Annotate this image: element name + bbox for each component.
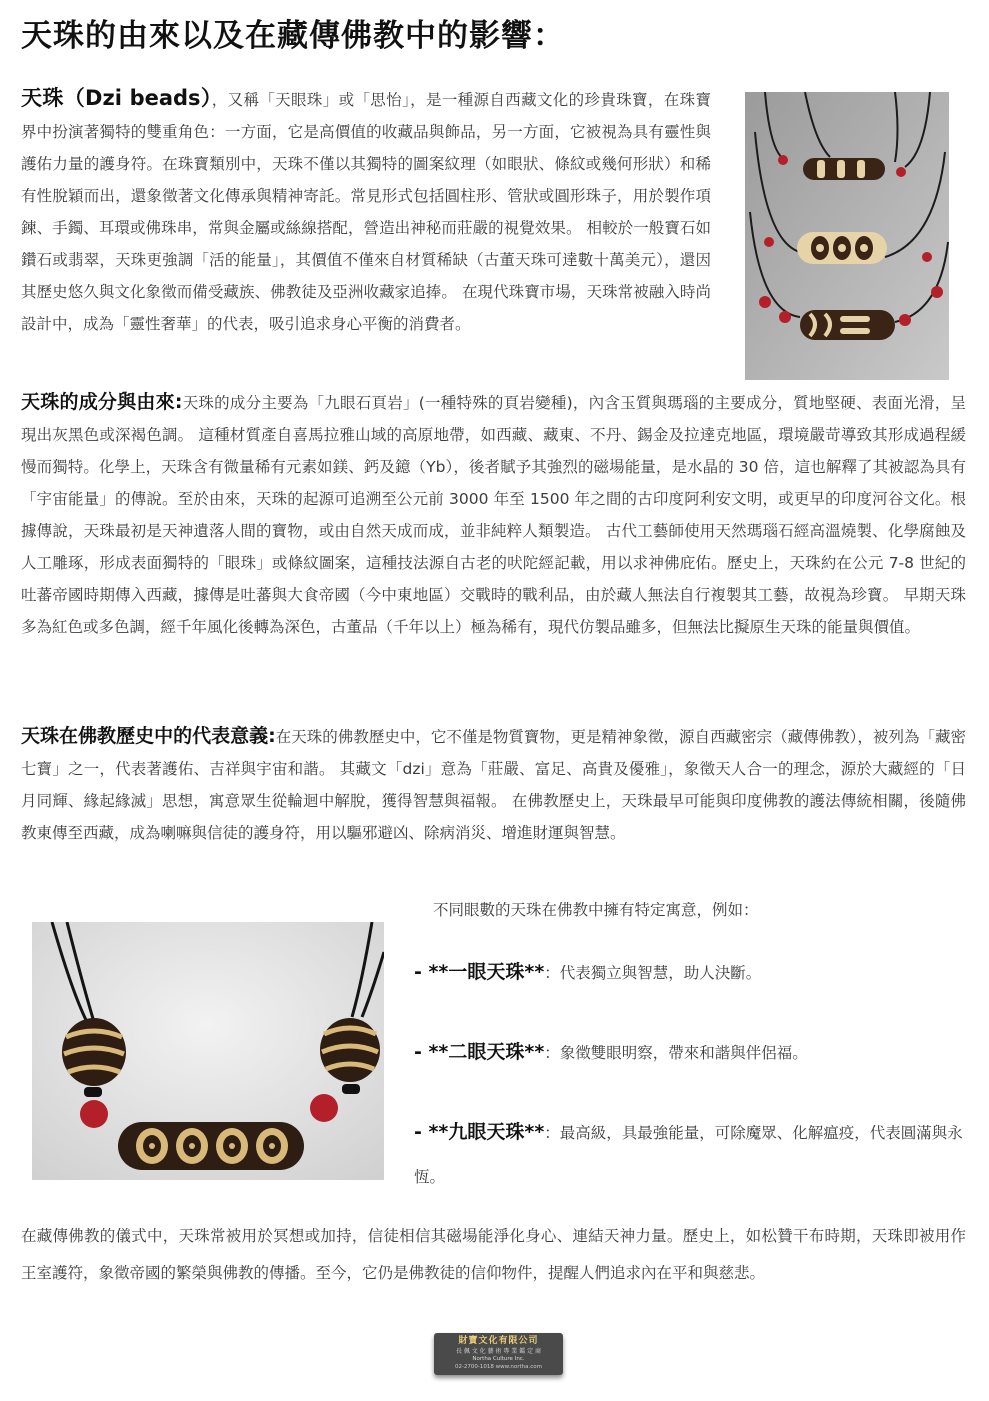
section-text: 天珠的成分主要為「九眼石頁岩」(一種特殊的頁岩變種)，內含玉質與瑪瑙的主要成分，質地堅硬、表面光滑，呈現出灰黑色或深褐色調。 這種材質產自喜馬拉雅山域的高原地帶，如西藏、藏東、不丹、錫金及拉達克地區，環境嚴苛導致其形成過程緩慢而獨特。化學上，天珠含有微量稀有元素如鎂、鈣及鐿（Yb），後者賦予其強烈的磁場能量，是水晶的 30 倍，這也解釋了其被認為具有「宇宙能量」的傳說。至於由來，天珠的起源可追溯至公元前 3000 年至 1500 年之間的古印度阿利安文明，或更早的印度河谷文化。根據傳說，天珠最初是天神遺落人間的寶物，或由自然天成而成，並非純粹人類製造。 古代工藝師使用天然瑪瑙石經高溫燒製、化學腐蝕及人工雕琢，形成表面獨特的「眼珠」或條紋圖案，這種技法源自古老的吠陀經記載，用以求神佛庇佑。歷史上，天珠約在公元 7-8 世紀的吐蕃帝國時期傳入西藏，據傳是吐蕃與大食帝國（今中東地區）交戰時的戰利品，由於藏人無法自行複製其工藝，故視為珍寶。 早期天珠多為紅色或多色調，經千年風化後轉為深色，古董品（千年以上）極為稀有，現代仿製品雖多，但無法比擬原生天珠的能量與價值。: [21, 394, 966, 636]
bullet-name: 一眼天珠: [448, 961, 525, 983]
logo-english-name: Northa Culture Inc.: [472, 1356, 525, 1362]
bullet-desc: ：最高級，具最強能量，可除魔眾、化解瘟疫，代表圓滿與永恆。: [414, 1124, 963, 1186]
company-logo: [434, 1333, 563, 1375]
eye-meaning-intro: 不同眼數的天珠在佛教中擁有特定寓意，例如：: [433, 901, 759, 919]
logo-contact: 02-2700-1018 www.northa.com: [454, 1364, 543, 1370]
section-heading: 天珠在佛教歷史中的代表意義:: [21, 725, 276, 747]
bullet-name: 九眼天珠: [448, 1121, 525, 1143]
logo-company-name: 財寶文化有限公司: [458, 1336, 539, 1346]
bullet-two-eye: - **二眼天珠**：象徵雙眼明察，帶來和諧與伴侶福。: [414, 1041, 808, 1063]
section-heading: 天珠（Dzi beads）: [21, 86, 212, 110]
page-title: 天珠的由來以及在藏傳佛教中的影響：: [21, 18, 565, 54]
section-text: 在天珠的佛教歷史中，它不僅是物質寶物，更是精神象徵，源自西藏密宗（藏傳佛教），被列為「藏密七寶」之一，代表著護佑、吉祥與宇宙和諧。 其藏文「dzi」意為「莊嚴、富足、高貴及優雅」，象徵天人合一的理念，源於大藏經的「日月同輝、緣起緣滅」思想，寓意眾生從輪迴中解脫，獲得智慧與福報。 在佛教歷史上，天珠最早可能與印度佛教的護法傳統相關，後隨佛教東傳至西藏，成為喇嘛與信徒的護身符，用以驅邪避凶、除病消災、增進財運與智慧。: [21, 728, 966, 842]
section-composition: [21, 386, 966, 643]
bullet-one-eye: - **一眼天珠**：代表獨立與智慧，助人決斷。: [414, 961, 762, 983]
dzi-necklaces-photo: [745, 92, 949, 380]
bullet-desc: ：象徵雙眼明察，帶來和諧與伴侶福。: [544, 1044, 808, 1062]
bullet-name: 二眼天珠: [448, 1041, 525, 1063]
bullet-desc: ：代表獨立與智慧，助人決斷。: [544, 964, 762, 982]
logo-tagline: 長 佩 文 化 藝 術 專 業 鑑 定 商: [455, 1348, 542, 1355]
section-text: ，又稱「天眼珠」或「思怡」，是一種源自西藏文化的珍貴珠寶，在珠寶界中扮演著獨特的雙重角色：一方面，它是高價值的收藏品與飾品，另一方面，它被視為具有靈性與護佑力量的護身符。在珠寶類別中，天珠不僅以其獨特的圖案紋理（如眼狀、條紋或幾何形狀）和稀有性脫穎而出，還象徵著文化傳承與精神寄託。常見形式包括圓柱形、管狀或圓形珠子，用於製作項鍊、手鐲、耳環或佛珠串，常與金屬或絲線搭配，營造出神秘而莊嚴的視覺效果。 相較於一般寶石如鑽石或翡翠，天珠更強調「活的能量」，其價值不僅來自材質稀缺（古董天珠可達數十萬美元），還因其歷史悠久與文化象徵而備受藏族、佛教徒及亞洲收藏家追捧。 在現代珠寶市場，天珠常被融入時尚設計中，成為「靈性奢華」的代表，吸引追求身心平衡的消費者。: [21, 91, 711, 333]
section-buddhism: [21, 720, 966, 849]
section-ritual: 在藏傳佛教的儀式中，天珠常被用於冥想或加持，信徒相信其磁場能淨化身心、連結天神力量。歷史上，如松贊干布時期，天珠即被用作王室護符，象徵帝國的繁榮與佛教的傳播。至今，它仍是佛教徒的信仰物件，提醒人們追求內在平和與慈悲。: [21, 1227, 966, 1282]
section-heading: 天珠的成分與由來:: [21, 391, 183, 413]
three-bead-necklace-photo: [32, 922, 384, 1180]
section-intro: [21, 82, 711, 340]
bullet-nine-eye: - **九眼天珠**：最高級，具最強能量，可除魔眾、化解瘟疫，代表圓滿與永恆。: [414, 1121, 963, 1186]
